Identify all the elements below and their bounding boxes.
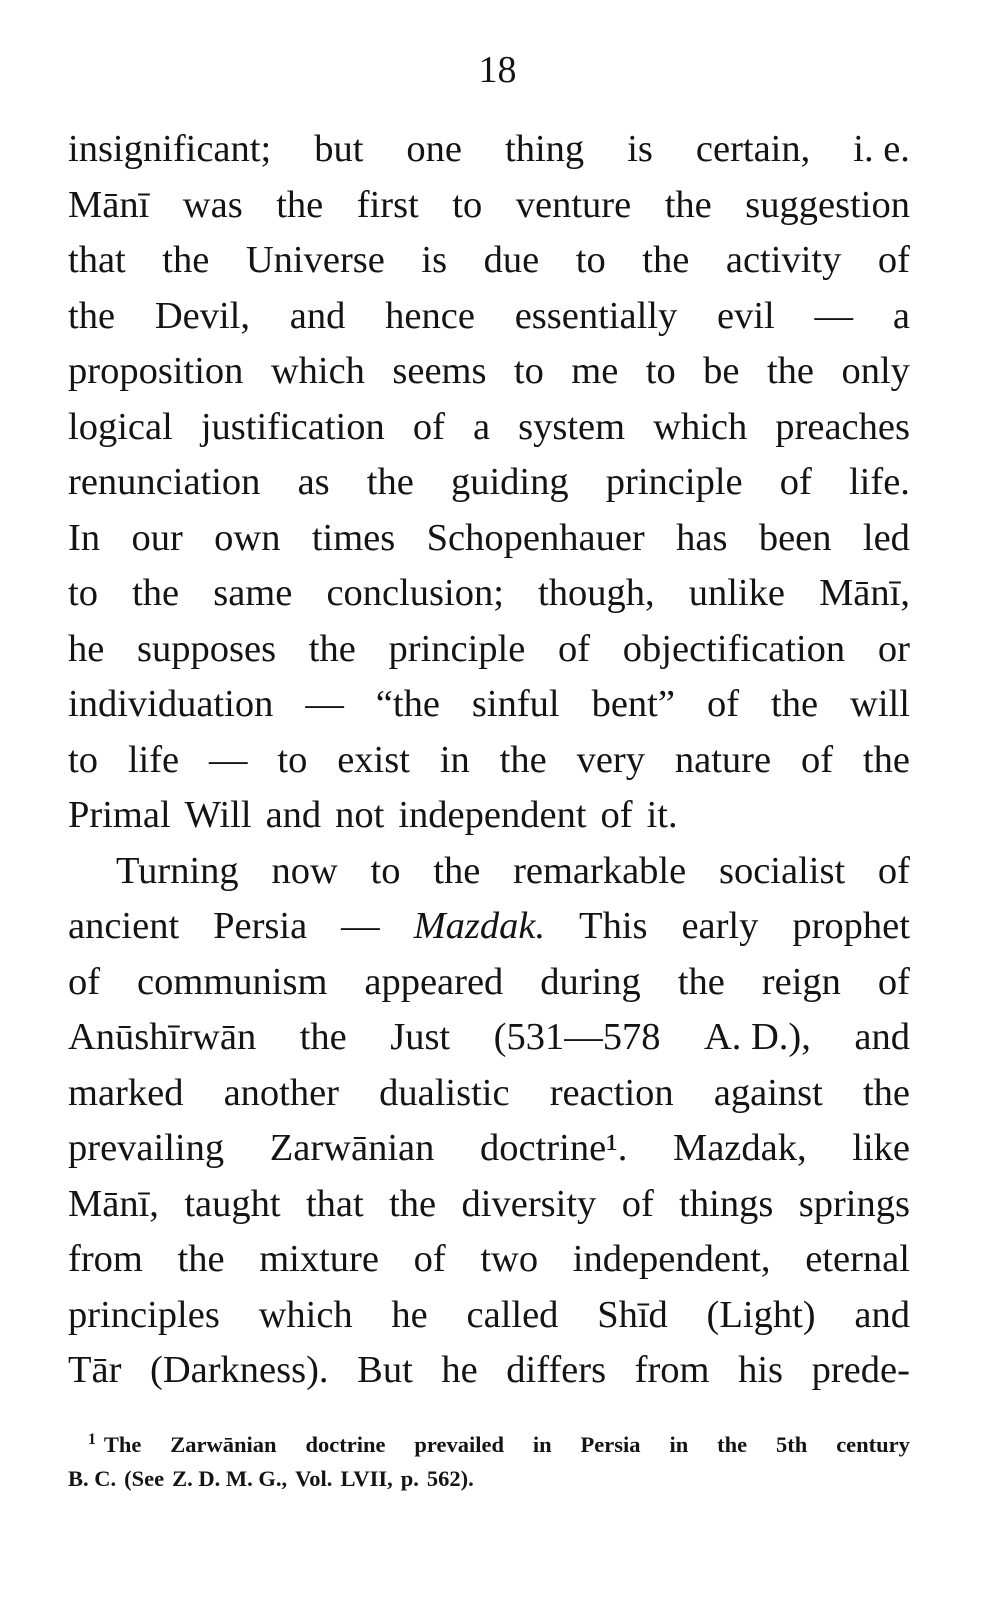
word: me <box>571 350 619 392</box>
word: though, <box>538 572 655 614</box>
word: Mazdak, <box>672 1127 807 1169</box>
text-line <box>68 622 910 678</box>
text-line <box>68 1288 910 1344</box>
word: he <box>68 627 105 670</box>
word: the <box>677 960 725 1003</box>
word: Turning <box>116 849 239 892</box>
word: that <box>305 1182 364 1225</box>
footnote-word: $^1$ The <box>88 1430 142 1457</box>
word: justification <box>200 405 385 448</box>
word: In <box>68 516 101 559</box>
word: exist <box>337 738 410 781</box>
word: appeared <box>364 960 504 1003</box>
word: is <box>421 239 448 281</box>
footnote-word: prevailed <box>414 1432 504 1457</box>
word: very <box>576 738 645 781</box>
word: of <box>412 405 445 448</box>
word: due <box>483 239 540 281</box>
word: prede- <box>811 1349 910 1391</box>
word: Mānī <box>68 183 150 226</box>
word: things <box>679 1182 774 1225</box>
word: same <box>213 572 293 614</box>
word: unlike <box>688 572 785 614</box>
word: of <box>877 960 910 1003</box>
word: Anūshīrwān <box>68 1016 257 1058</box>
word: Persia <box>213 905 308 947</box>
word: two <box>480 1238 539 1280</box>
word: the <box>366 461 414 503</box>
word: seems <box>392 350 487 392</box>
word: and <box>854 1293 910 1336</box>
footnote-word: p. <box>400 1466 419 1491</box>
word: the <box>862 1071 910 1114</box>
word: independent, <box>572 1238 771 1280</box>
word: proposition <box>68 350 244 392</box>
word: of <box>779 461 812 503</box>
word: certain, <box>695 128 811 170</box>
footnote-word: in <box>532 1432 552 1457</box>
word: of <box>877 849 910 892</box>
word: of <box>706 683 740 725</box>
text-line <box>68 733 910 789</box>
word: the <box>771 683 819 725</box>
word: of <box>68 960 101 1003</box>
text-line <box>68 1177 910 1233</box>
footnote-word: 5th <box>776 1432 808 1457</box>
text-line <box>68 899 910 955</box>
word: i. e. <box>853 128 910 170</box>
word: he <box>441 1349 478 1391</box>
word: which <box>653 405 748 448</box>
word: logical <box>68 405 173 448</box>
word: life. <box>848 461 910 503</box>
text-line <box>68 788 910 844</box>
word: system <box>518 405 626 448</box>
word: will <box>850 683 910 725</box>
word: (Light) <box>706 1293 816 1336</box>
text-line <box>68 289 910 345</box>
word: principle <box>388 627 526 670</box>
word: a <box>472 405 491 448</box>
word: a <box>892 294 910 337</box>
word: to <box>645 350 676 392</box>
footnote-word: 562). <box>426 1466 474 1491</box>
word: the <box>162 239 210 281</box>
word: — <box>341 905 380 947</box>
word: — <box>305 683 344 725</box>
text-line <box>68 233 910 289</box>
word: prevailing <box>68 1127 225 1169</box>
footnote-word: doctrine <box>305 1432 386 1457</box>
word: (531—578 <box>493 1016 661 1058</box>
word: the <box>299 1016 347 1058</box>
word: diversity <box>461 1182 597 1225</box>
word: that <box>68 239 126 281</box>
word: now <box>271 849 338 892</box>
word: A. D.), <box>703 1016 811 1058</box>
word: to <box>575 239 606 281</box>
word: first <box>356 183 419 226</box>
footnote <box>68 1428 910 1496</box>
footnote-word: in <box>669 1432 689 1457</box>
word: the <box>177 1238 225 1280</box>
word: reaction <box>549 1071 674 1114</box>
word: like <box>852 1127 910 1169</box>
word: he <box>391 1293 428 1336</box>
word: — <box>814 294 854 337</box>
text-line <box>68 455 910 511</box>
word: marked <box>68 1071 184 1114</box>
footnote-line <box>68 1428 910 1462</box>
word: early <box>681 905 759 947</box>
word: principle <box>605 461 743 503</box>
text-line <box>68 955 910 1011</box>
footnote-line <box>68 1462 910 1496</box>
text-line <box>68 400 910 456</box>
word: Mānī, <box>819 572 910 614</box>
word: objectification <box>622 627 846 670</box>
word: suggestion <box>745 183 910 226</box>
word: Primal <box>68 794 171 836</box>
word: the <box>68 294 116 337</box>
text-line <box>68 1232 910 1288</box>
word: remarkable <box>513 849 687 892</box>
word: been <box>758 516 832 559</box>
footnote-marker: 1 <box>88 1430 96 1448</box>
word: bent” <box>591 683 675 725</box>
text-line <box>68 1010 910 1066</box>
word: from <box>634 1349 710 1391</box>
word: Mazdak. <box>413 905 546 947</box>
word: the <box>766 350 814 392</box>
word: one <box>406 128 462 170</box>
word: led <box>862 516 910 559</box>
word: to <box>370 849 401 892</box>
word: be <box>703 350 740 392</box>
word: of <box>600 794 633 836</box>
word: and <box>289 294 346 337</box>
word: to <box>277 738 308 781</box>
word: during <box>540 960 641 1003</box>
word: doctrine¹. <box>480 1127 628 1169</box>
word: it. <box>646 794 678 836</box>
word: hence <box>385 294 475 337</box>
word: essentially <box>514 294 678 337</box>
word: ancient <box>68 905 180 947</box>
footnote-word: Z. D. M. G., <box>172 1466 288 1491</box>
word: times <box>311 516 396 559</box>
word: supposes <box>137 627 277 670</box>
word: of <box>413 1238 446 1280</box>
word: to <box>513 350 544 392</box>
word: socialist <box>718 849 846 892</box>
word: Tār <box>68 1349 122 1391</box>
footnote-word: the <box>717 1432 748 1457</box>
word: But <box>357 1349 413 1391</box>
word: in <box>439 738 470 781</box>
word: not <box>335 794 385 836</box>
word: the <box>862 738 910 781</box>
footnote-word: B. C. <box>68 1466 117 1491</box>
word: independent <box>398 794 587 836</box>
word: only <box>841 350 910 392</box>
text-line <box>68 566 910 622</box>
word: the <box>389 1182 437 1225</box>
word: communism <box>137 960 328 1003</box>
word: to <box>68 572 98 614</box>
word: which <box>270 350 365 392</box>
word: dualistic <box>379 1071 510 1114</box>
text-line <box>68 344 910 400</box>
word: renunciation <box>68 461 261 503</box>
word: reign <box>761 960 841 1003</box>
text-line <box>68 844 910 900</box>
word: evil <box>717 294 775 337</box>
word: individuation <box>68 683 274 725</box>
word: (Darkness). <box>150 1349 329 1391</box>
word: “the <box>375 683 440 725</box>
word: prophet <box>792 905 910 947</box>
word: of <box>877 239 910 281</box>
word: called <box>466 1293 559 1336</box>
word: nature <box>674 738 772 781</box>
word: sinful <box>471 683 560 725</box>
word: springs <box>798 1182 910 1225</box>
word: to <box>452 183 483 226</box>
word: Will <box>184 794 252 836</box>
word: our <box>131 516 183 559</box>
word: and <box>854 1016 910 1058</box>
word: preaches <box>775 405 910 448</box>
word: the <box>433 849 481 892</box>
word: the <box>276 183 324 226</box>
footnote-word: Vol. <box>295 1466 333 1491</box>
word: to <box>68 738 98 781</box>
word: insignificant; <box>68 128 272 170</box>
word: This <box>579 905 648 947</box>
word: Just <box>390 1016 451 1058</box>
word: the <box>499 738 547 781</box>
text-line <box>68 178 910 234</box>
page-number: 18 <box>478 49 517 91</box>
word: was <box>182 183 243 226</box>
word: differs <box>506 1349 607 1391</box>
word: principles <box>68 1293 220 1336</box>
word: as <box>297 461 330 503</box>
word: activity <box>725 239 842 281</box>
word: has <box>676 516 728 559</box>
word: and <box>265 794 322 836</box>
word: Universe <box>245 239 385 281</box>
word: another <box>223 1071 340 1114</box>
word: own <box>214 516 281 559</box>
word: eternal <box>805 1238 910 1280</box>
word: taught <box>184 1182 281 1225</box>
word: the <box>308 627 356 670</box>
word: Shīd <box>597 1293 668 1336</box>
text-line <box>68 1066 910 1122</box>
word: of <box>621 1182 654 1225</box>
footnote-word: Persia <box>580 1432 641 1457</box>
word: of <box>558 627 591 670</box>
word: his <box>738 1349 784 1391</box>
text-line <box>68 1343 910 1399</box>
word: but <box>314 128 364 170</box>
word: thing <box>505 128 585 170</box>
word: of <box>800 738 834 781</box>
word: Zarwānian <box>269 1127 435 1169</box>
word: mixture <box>259 1238 379 1280</box>
word: the <box>664 183 712 226</box>
text-line <box>68 122 910 178</box>
word: conclusion; <box>326 572 504 614</box>
footnote-word: century <box>836 1432 910 1457</box>
text-line <box>68 1121 910 1177</box>
word: Devil, <box>154 294 250 337</box>
footnote-word: LVII, <box>340 1466 393 1491</box>
text-line <box>68 511 910 567</box>
word: the <box>132 572 180 614</box>
word: which <box>258 1293 353 1336</box>
word: against <box>713 1071 823 1114</box>
word: guiding <box>450 461 569 503</box>
footnote-word: Zarwānian <box>170 1432 277 1457</box>
word: or <box>877 627 910 670</box>
word: from <box>68 1238 143 1280</box>
word: venture <box>515 183 632 226</box>
text-line <box>68 677 910 733</box>
word: the <box>642 239 690 281</box>
word: — <box>209 738 248 781</box>
footnote-word: (See <box>124 1466 165 1491</box>
word: Schopenhauer <box>426 516 645 559</box>
word: life <box>127 738 180 781</box>
body-text <box>68 122 910 1399</box>
word: is <box>627 128 653 170</box>
word: Mānī, <box>68 1182 159 1225</box>
